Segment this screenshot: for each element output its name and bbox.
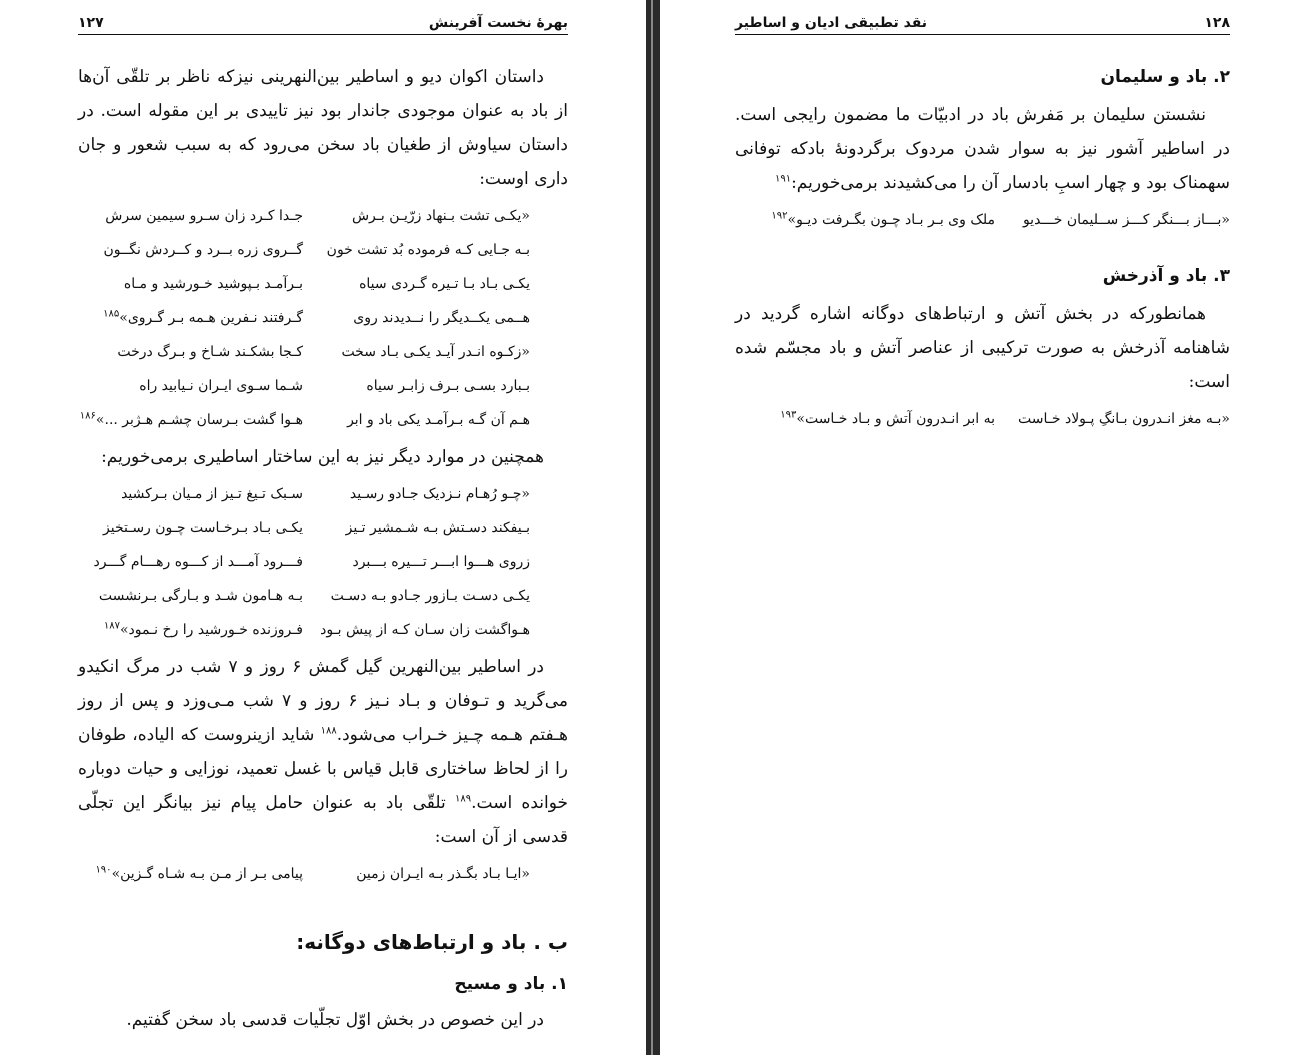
hemistich: یکـی دسـت بـازور جـادو بـه دسـت: [330, 588, 530, 604]
paragraph-text: تلقّی باد به عنوان حامل پیام نیز بیانگر این تجلّی قدسی از آن است:: [78, 793, 568, 847]
hemistich: شـما سـوی ایـران نـیابید راه: [139, 378, 303, 394]
hemistich: بـیفکند دسـتش بـه شـمشیر تـیز: [345, 520, 530, 536]
paragraph: [78, 650, 568, 854]
paragraph: همچنین در موارد دیگر نیز به این ساختار اساطیری برمی‌خوریم:: [101, 447, 544, 467]
hemistich: «چـو رُهـام نـزدیک جـادو رسـید: [349, 486, 530, 502]
right-page-body: [735, 60, 1230, 439]
hemistich: فـــرود آمـــد از کـــوه رهـــام گـــرد: [93, 554, 303, 570]
left-page-header: [78, 12, 568, 35]
footnote-marker: ۱۸۸: [320, 725, 337, 737]
verse-line: [78, 233, 568, 267]
hemistich: گــروی زره بــرد و کــردش نگــون: [103, 242, 303, 258]
hemistich: «یکـی تشت بـنهاد زرّیـن بـرش: [351, 208, 530, 224]
footnote-marker: ۱۸۵: [103, 308, 120, 320]
subsection-heading: ۳. باد و آذرخش: [1102, 266, 1230, 286]
hemistich: بـبارد بسـی بـرف زابـر سیاه: [366, 378, 530, 394]
footnote-marker: ۱۸۶: [79, 410, 96, 422]
verse-line: [78, 613, 568, 647]
footnote-marker: ۱۹۳: [780, 409, 797, 421]
right-header-title: نقد تطبیقی ادیان و اساطیر: [735, 15, 928, 31]
verse-line: [78, 857, 568, 891]
hemistich: بـرآمـد بـپوشید خـورشید و مـاه: [123, 276, 303, 292]
verse-line: [78, 545, 568, 579]
verse-line: [78, 267, 568, 301]
hemistich-with-footnote: [79, 403, 303, 437]
verse-line: [735, 203, 1230, 237]
verse-line: [78, 403, 568, 437]
hemistich: به ابر انـدرون آتش و بـاد خـاست»: [796, 411, 995, 427]
hemistich: «ایـا بـاد بگـذر بـه ایـران زمین: [356, 866, 530, 882]
left-page-number: ۱۲۷: [78, 15, 104, 31]
subsection-heading: ۱. باد و مسیح: [454, 974, 568, 994]
verse-line: [78, 477, 568, 511]
hemistich: ملک وی بـر بـاد چـون بگـرفت دیـو»: [787, 212, 995, 228]
hemistich: سـبک تـیغ تـیز از مـیان بـرکشید: [121, 486, 303, 502]
paragraph-text: نشستن سلیمان بر مَفرش باد در ادبیّات ما مضمون رایجی است. در اساطیر آشور نیز به سوار شدن مردوک برگردونهٔ بادکه توفانی سهمناک بود و چهار اسبِ بادسار آن را می‌کشیدند برمی‌خوریم:: [735, 105, 1230, 193]
paragraph: [735, 98, 1230, 200]
right-page: [660, 0, 1305, 1055]
hemistich: «بـــاز بـــنگر کـــز ســلیمان خـــدیو: [1022, 212, 1230, 228]
section-heading: ب . باد و ارتباط‌های دوگانه:: [296, 930, 568, 954]
subsection-heading: ۲. باد و سلیمان: [1100, 67, 1230, 87]
hemistich: هـوا گشت بـرسان چشـم هـژبر ...»: [95, 412, 303, 428]
hemistich: «بـه مغز انـدرون بـانگِ پـولاد خـاست: [1018, 411, 1230, 427]
verse-line: [78, 369, 568, 403]
hemistich: بـه هـامون شـد و بـارگی بـرنشست: [98, 588, 303, 604]
verse-block: [735, 402, 1230, 436]
hemistich: جـدا کـرد زان سـرو سیمین سرش: [105, 208, 303, 224]
verse-block: [78, 199, 568, 437]
verse-line: [78, 335, 568, 369]
verse-block: [78, 857, 568, 891]
page-gutter: [646, 0, 660, 1055]
hemistich: زروی هـــوا ابـــر تـــیره بـــبرد: [352, 554, 530, 570]
hemistich: «زکـوه انـدر آیـد یکـی بـاد سخت: [341, 344, 530, 360]
left-page-body: [78, 60, 568, 1037]
hemistich-with-footnote: [103, 301, 303, 335]
paragraph: در این خصوص در بخش اوّل تجلّیات قدسی باد سخن گفتیم.: [126, 1010, 544, 1030]
hemistich: هــمی یکــدیگر را نــدیدند روی: [353, 310, 530, 326]
footnote-marker: ۱۹۱: [774, 173, 792, 185]
hemistich: کـجا بشکـند شـاخ و بـرگ درخت: [117, 344, 303, 360]
footnote-marker: ۱۸۷: [103, 620, 120, 632]
verse-block: [78, 477, 568, 647]
paragraph: داستان اکوان دیو و اساطیر بین‌النهرینی نیزکه ناظر بر تلقّی آن‌ها از باد به عنوان موجودی جاندار بود نیز تاییدی بر این مقوله است. در داستان سیاوش از طغیان باد سخن می‌رود که به سبب شعور و جان داری اوست:: [78, 67, 568, 189]
footnote-marker: ۱۹۰: [95, 864, 112, 876]
footnote-marker: ۱۸۹: [455, 793, 472, 805]
verse-line: [78, 301, 568, 335]
right-page-header: [735, 12, 1230, 35]
hemistich: هـواگشت زان سـان کـه از پیش بـود: [320, 622, 530, 638]
verse-block: [735, 203, 1230, 237]
footnote-marker: ۱۹۲: [771, 210, 788, 222]
verse-line: [735, 402, 1230, 436]
paragraph: همانطورکه در بخش آتش و ارتباط‌های دوگانه اشاره گردید در شاهنامه آذرخش به صورت ترکیبی از عناصر آتش و باد مجسّم شده است:: [735, 304, 1230, 392]
hemistich: یکـی بـاد بـرخـاست چـون رسـتخیز: [103, 520, 303, 536]
hemistich: یکـی بـاد بـا تـیره گـردی سیاه: [359, 276, 530, 292]
hemistich: بـه جـایی کـه فرموده بُد تشت خون: [326, 242, 530, 258]
hemistich: گـرفتند نـفرین هـمه بـر گـروی»: [119, 310, 303, 326]
hemistich: هـم آن گـه بـرآمـد یکی باد و ابر: [347, 412, 530, 428]
paragraph-text: در اساطیر بین‌النهرین گیل گمش ۶ روز و ۷ شب در مرگ انکیدو می‌گرید و تـوفان و بـاد نـیز ۶ روز و ۷ شب مـی‌وزد و پس از روز هـفتم هـمه چـیز خـراب می‌شود.: [78, 657, 568, 745]
verse-line: [78, 511, 568, 545]
hemistich-with-footnote: [103, 613, 303, 647]
verse-line: [78, 199, 568, 233]
hemistich-with-footnote: [763, 402, 995, 436]
hemistich-with-footnote: [95, 857, 303, 891]
right-page-number: ۱۲۸: [1204, 15, 1230, 31]
hemistich: پیامی بـر از مـن بـه شـاه گـزین»: [111, 866, 303, 882]
hemistich: فـروزنده خـورشید را رخ نـمود»: [119, 622, 303, 638]
left-header-title: بهرهٔ نخست آفرینش: [428, 15, 568, 31]
left-page: [0, 0, 646, 1055]
paragraph-text: شاید ازینروست که الیاده، طوفان را از لحاظ ساختاری قابل قیاس با غسل تعمید، نوزایی و حیات دوباره خوانده است.: [78, 725, 569, 813]
hemistich-with-footnote: [763, 203, 995, 237]
verse-line: [78, 579, 568, 613]
